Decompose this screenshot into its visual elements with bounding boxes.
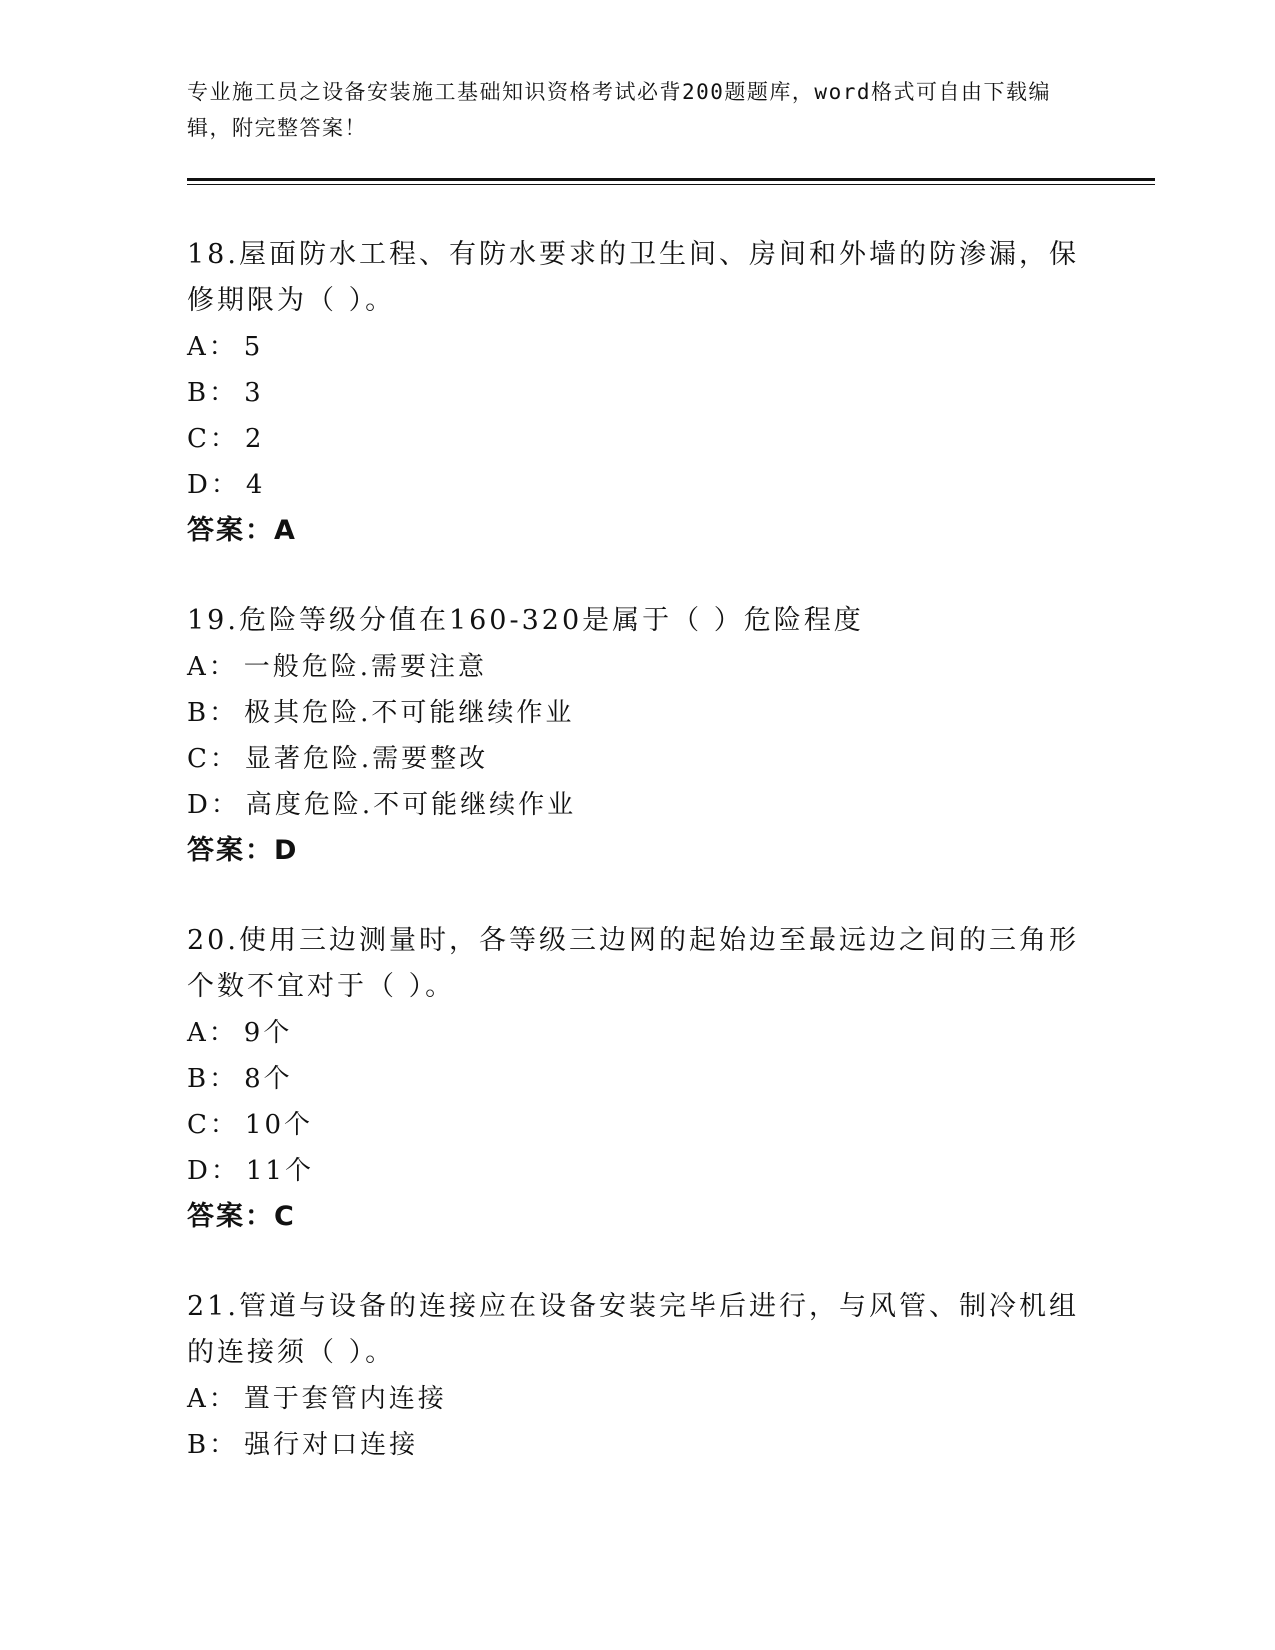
option-b xyxy=(187,1056,1087,1102)
option-letter: A： xyxy=(187,1384,238,1414)
option-letter: D： xyxy=(187,470,240,500)
answer-line: 答案：C xyxy=(187,1201,296,1232)
option-letter: A： xyxy=(187,652,238,682)
option-letter: C： xyxy=(187,1110,239,1140)
option-letter: C： xyxy=(187,744,239,774)
question-20 xyxy=(187,918,1087,1240)
option-text: 9个 xyxy=(243,1018,293,1048)
answer-line: 答案：D xyxy=(187,835,299,866)
header-divider-thin xyxy=(187,184,1155,185)
option-c xyxy=(187,736,1087,782)
option-text: 8个 xyxy=(244,1064,293,1094)
option-a xyxy=(187,324,1087,370)
option-text: 强行对口连接 xyxy=(244,1430,419,1460)
question-stem: 20.使用三边测量时，各等级三边网的起始边至最远边之间的三角形个数不宜对于（ ）。 xyxy=(187,925,1079,1002)
option-letter: A： xyxy=(187,1018,238,1048)
option-text: 显著危险.需要整改 xyxy=(244,744,489,774)
option-letter: C： xyxy=(187,424,239,454)
question-19 xyxy=(187,598,1087,874)
option-text: 10个 xyxy=(244,1110,313,1140)
header-divider-thick xyxy=(187,178,1155,181)
option-letter: D： xyxy=(187,790,240,820)
option-b xyxy=(187,690,1087,736)
option-letter: A： xyxy=(187,332,238,362)
document-header: 专业施工员之设备安装施工基础知识资格考试必背200题题库，word格式可自由下载编辑，附完整答案！ xyxy=(187,80,1051,140)
option-text: 11个 xyxy=(245,1156,314,1186)
option-letter: B： xyxy=(187,1064,239,1094)
option-c xyxy=(187,1102,1087,1148)
question-list xyxy=(187,232,1087,1512)
option-text: 3 xyxy=(244,378,264,408)
option-a xyxy=(187,1010,1087,1056)
answer-line: 答案：A xyxy=(187,515,297,546)
option-letter: D： xyxy=(187,1156,240,1186)
question-21 xyxy=(187,1284,1087,1468)
option-d xyxy=(187,1148,1087,1194)
option-text: 极其危险.不可能继续作业 xyxy=(244,698,575,728)
option-d xyxy=(187,782,1087,828)
option-text: 2 xyxy=(244,424,265,454)
option-b xyxy=(187,370,1087,416)
option-text: 5 xyxy=(243,332,264,362)
option-letter: B： xyxy=(187,378,239,408)
option-c xyxy=(187,416,1087,462)
option-letter: B： xyxy=(187,1430,239,1460)
question-18 xyxy=(187,232,1087,554)
option-text: 一般危险.需要注意 xyxy=(243,652,488,682)
question-stem: 19.危险等级分值在160-320是属于（ ）危险程度 xyxy=(187,605,864,636)
question-stem: 18.屋面防水工程、有防水要求的卫生间、房间和外墙的防渗漏，保修期限为（ ）。 xyxy=(187,239,1079,316)
option-text: 高度危险.不可能继续作业 xyxy=(245,790,577,820)
option-a xyxy=(187,644,1087,690)
option-a xyxy=(187,1376,1087,1422)
option-text: 4 xyxy=(245,470,266,500)
option-d xyxy=(187,462,1087,508)
option-letter: B： xyxy=(187,698,239,728)
question-stem: 21.管道与设备的连接应在设备安装完毕后进行，与风管、制冷机组的连接须（ ）。 xyxy=(187,1291,1079,1368)
option-b xyxy=(187,1422,1087,1468)
option-text: 置于套管内连接 xyxy=(243,1384,447,1414)
